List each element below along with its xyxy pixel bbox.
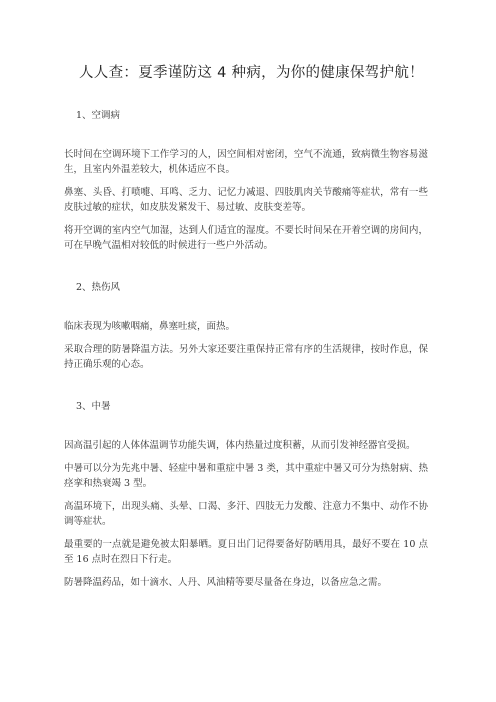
section-summer-cold	[64, 281, 428, 372]
document-page	[64, 62, 428, 598]
section-heatstroke	[64, 400, 428, 590]
paragraph: 临床表现为咳嗽咽痛，鼻塞吐痰，面热。	[64, 321, 236, 332]
paragraph: 长时间在空调环境下工作学习的人，因空间相对密闭，空气不流通，致病微生物容易滋生，且室内外温差较大，机体适应不良。	[64, 149, 428, 175]
paragraph: 中暑可以分为先兆中暑、轻症中暑和重症中暑 3 类，其中重症中暑又可分为热射病、热痉挛和热衰竭 3 型。	[64, 463, 428, 489]
section-heading: 1、空调病	[76, 110, 121, 121]
paragraph: 采取合理的防暑降温方法。另外大家还要注重保持正常有序的生活规律，按时作息，保持正确乐观的心态。	[64, 344, 428, 370]
paragraph: 防暑降温药品，如十滴水、人丹、风油精等要尽量备在身边，以备应急之需。	[64, 577, 388, 588]
paragraph: 高温环境下，出现头痛、头晕、口渴、多汗、四肢无力发酸、注意力不集中、动作不协调等症状。	[64, 501, 428, 527]
paragraph: 将开空调的室内空气加湿，达到人们适宜的湿度。不要长时间呆在开着空调的房间内，可在早晚气温相对较低的时候进行一些户外活动。	[64, 225, 428, 251]
paragraph: 最重要的一点就是避免被太阳暴晒。夏日出门记得要备好防晒用具，最好不要在 10 点至 16 点时在烈日下行走。	[64, 539, 428, 565]
paragraph: 因高温引起的人体体温调节功能失调，体内热量过度积蓄，从而引发神经器官受损。	[64, 440, 416, 451]
section-heading: 2、热伤风	[76, 282, 121, 293]
section-air-conditioning-disease	[64, 109, 428, 253]
section-heading: 3、中暑	[76, 401, 111, 412]
document-title: 人人查：夏季谨防这 4 种病，为你的健康保驾护航！	[79, 65, 424, 81]
paragraph: 鼻塞、头昏、打喷嚏、耳鸣、乏力、记忆力减退、四肢肌肉关节酸痛等症状，常有一些皮肤过敏的症状，如皮肤发紧发干、易过敏、皮肤变差等。	[64, 187, 428, 213]
